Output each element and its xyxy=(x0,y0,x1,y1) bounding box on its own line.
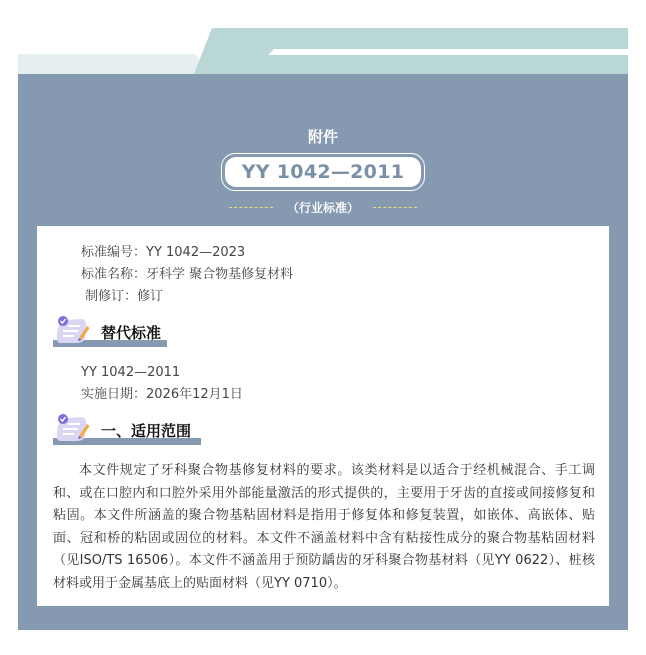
standard-type-row xyxy=(18,198,628,216)
replaced-standard: YY 1042—2011 xyxy=(81,365,181,380)
section-header-scope xyxy=(53,412,253,446)
checklist-pencil-icon xyxy=(54,314,90,346)
standard-code-box xyxy=(221,153,425,191)
decorative-banner xyxy=(18,28,628,74)
divider-right xyxy=(373,207,417,208)
section-title-replace: 替代标准 xyxy=(101,324,162,342)
implementation-date: 实施日期：2026年12月1日 xyxy=(81,387,243,402)
content-panel xyxy=(18,74,628,630)
standard-code: YY 1042—2011 xyxy=(241,161,405,183)
checklist-pencil-icon xyxy=(54,412,90,444)
section-header-replace xyxy=(53,314,253,348)
revision-type: 制修订：修订 xyxy=(81,289,164,304)
section-title-scope: 一、适用范围 xyxy=(101,422,192,440)
divider-left xyxy=(229,207,273,208)
standard-number: 标准编号：YY 1042—2023 xyxy=(81,245,246,260)
standard-name: 标准名称：牙科学 聚合物基修复材料 xyxy=(81,267,294,282)
standard-type: （行业标准） xyxy=(286,200,359,215)
attachment-label: 附件 xyxy=(307,128,338,146)
scope-paragraph: 本文件规定了牙科聚合物基修复材料的要求。该类材料是以适合于经机械混合、手工调和、或在口腔内和口腔外采用外部能量激活的形式提供的，主要用于牙齿的直接或间接修复和粘固。本文件所涵盖的聚合物基粘固材料是指用于修复体和修复装置，如嵌体、高嵌体、贴面、冠和桥的粘固或固位的材料。本文件不涵盖材料中含有粘接性成分的聚合物基粘固材料（见ISO/TS 16506）。本文件不涵盖用于预防龋齿的牙科聚合物基材料（见YY 0622）、桩核材料或用于金属基底上的贴面材料（见YY 0710）。 xyxy=(53,463,595,591)
content-card xyxy=(37,226,609,606)
